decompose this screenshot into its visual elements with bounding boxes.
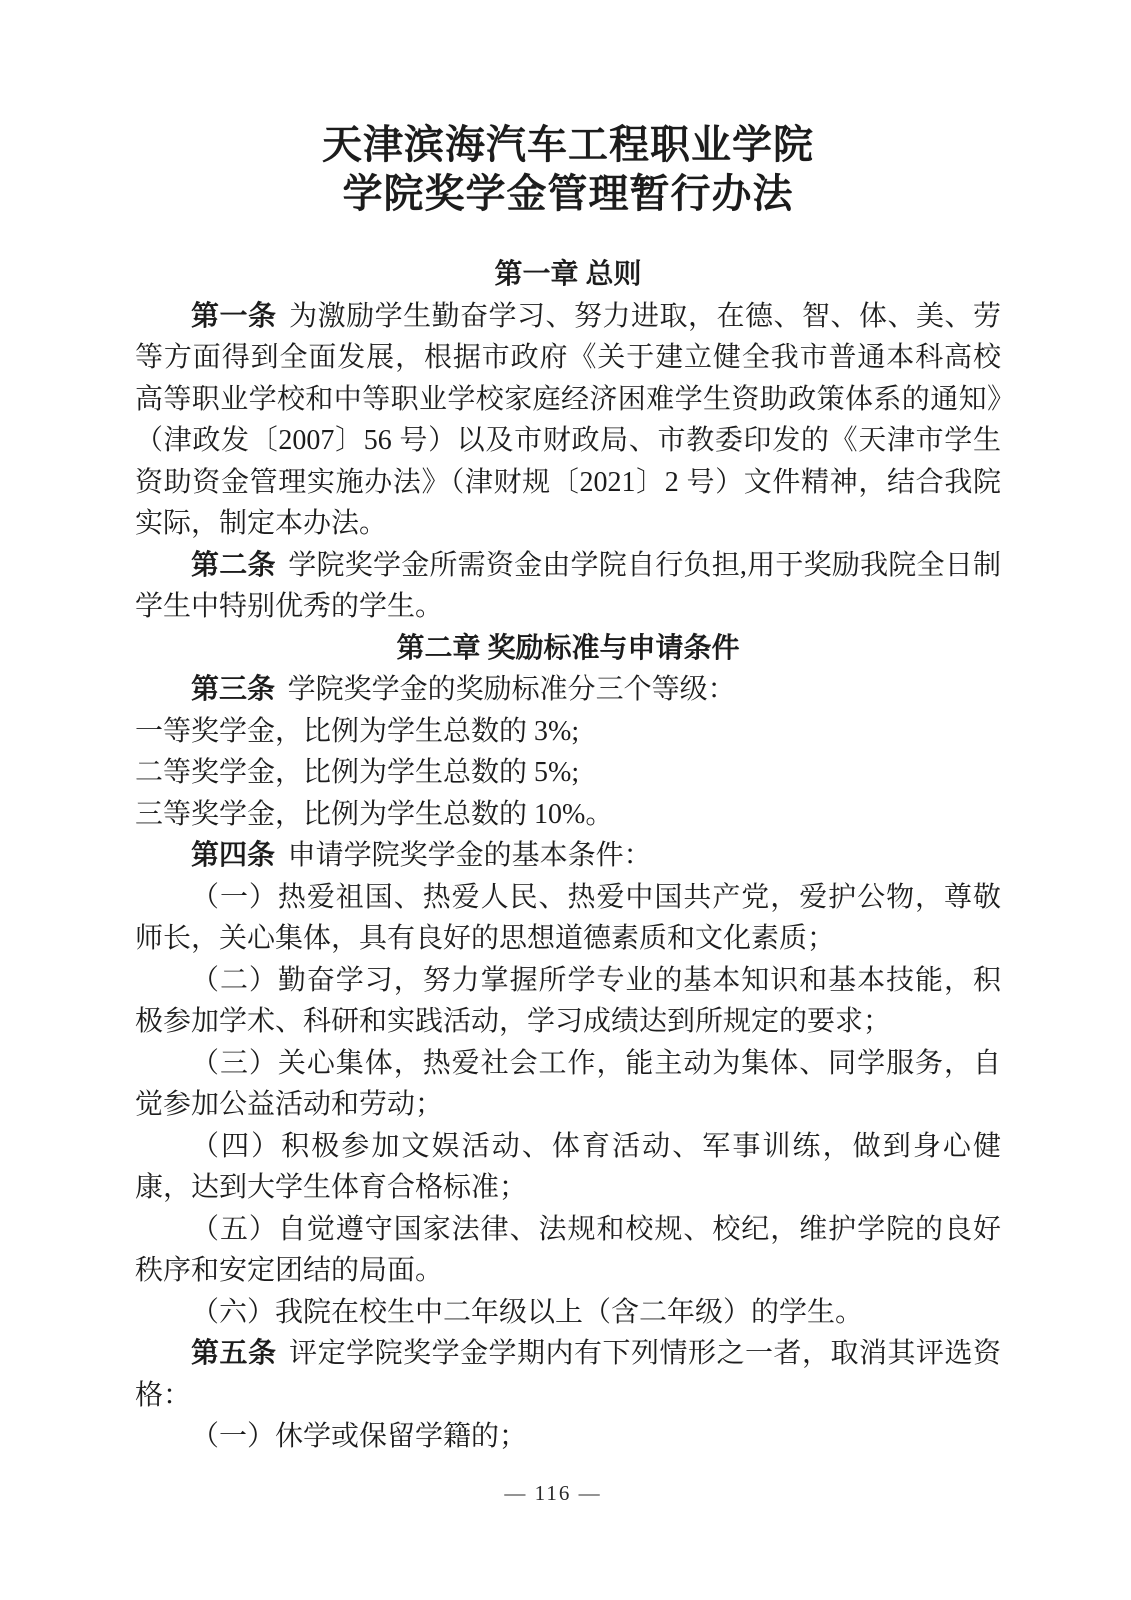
paragraph: （一）热爱祖国、热爱人民、热爱中国共产党，爱护公物，尊敬师长，关心集体，具有良好的思想道德素质和文化素质； (135, 881, 1001, 954)
paragraph: （二）勤奋学习，努力掌握所学专业的基本知识和基本技能，积极参加学术、科研和实践活动，学习成绩达到所规定的要求； (135, 964, 1001, 1037)
document-title-line2: 学院奖学金管理暂行办法 (342, 171, 794, 216)
paragraph: 第四条 申请学院奖学金的基本条件： (191, 840, 652, 871)
paragraph: 二等奖学金，比例为学生总数的 5%; (135, 757, 580, 788)
article-label: 第三条 (191, 674, 276, 705)
paragraph: （六）我院在校生中二年级以上（含二年级）的学生。 (191, 1296, 864, 1328)
article-label: 第二条 (191, 549, 276, 581)
chapter-heading: 第一章 总则 (494, 259, 642, 290)
paragraph: （四）积极参加文娱活动、体育活动、军事训练，做到身心健康，达到大学生体育合格标准； (135, 1130, 1001, 1203)
document-title-line1: 天津滨海汽车工程职业学院 (322, 122, 814, 167)
article-label: 第四条 (191, 840, 276, 871)
paragraph: 第三条 学院奖学金的奖励标准分三个等级： (191, 674, 736, 705)
paragraph: （一）休学或保留学籍的； (191, 1421, 528, 1452)
paragraph: 第一条 为激励学生勤奋学习、努力进取，在德、智、体、美、劳等方面得到全面发展，根据市政府《关于建立健全我市普通本科高校高等职业学校和中等职业学校家庭经济困难学生资助政策体系的通知》（津政发〔2007〕56 号）以及市财政局、市教委印发的《天津市学生资助资金管理实施办法》（津财规〔2021〕2 号）文件精神，结合我院实际，制定本办法。 (135, 300, 1001, 539)
article-label: 第一条 (191, 300, 277, 332)
article-label: 第五条 (191, 1338, 277, 1369)
paragraph: （三）关心集体，热爱社会工作，能主动为集体、同学服务，自觉参加公益活动和劳动； (135, 1047, 1001, 1120)
page-number: — 116 — (504, 1481, 602, 1505)
paragraph: 第五条 评定学院奖学金学期内有下列情形之一者，取消其评选资格： (135, 1338, 1001, 1411)
paragraph: （五）自觉遵守国家法律、法规和校规、校纪，维护学院的良好秩序和安定团结的局面。 (135, 1213, 1001, 1286)
paragraph: 第二条 学院奖学金所需资金由学院自行负担,用于奖励我院全日制学生中特别优秀的学生。 (135, 549, 1001, 622)
chapter-heading: 第二章 奖励标准与申请条件 (396, 632, 740, 664)
document-title (135, 120, 1001, 218)
paragraph: 三等奖学金，比例为学生总数的 10%。 (135, 798, 614, 830)
document-body (135, 254, 1001, 1458)
paragraph: 一等奖学金，比例为学生总数的 3%; (135, 715, 580, 747)
